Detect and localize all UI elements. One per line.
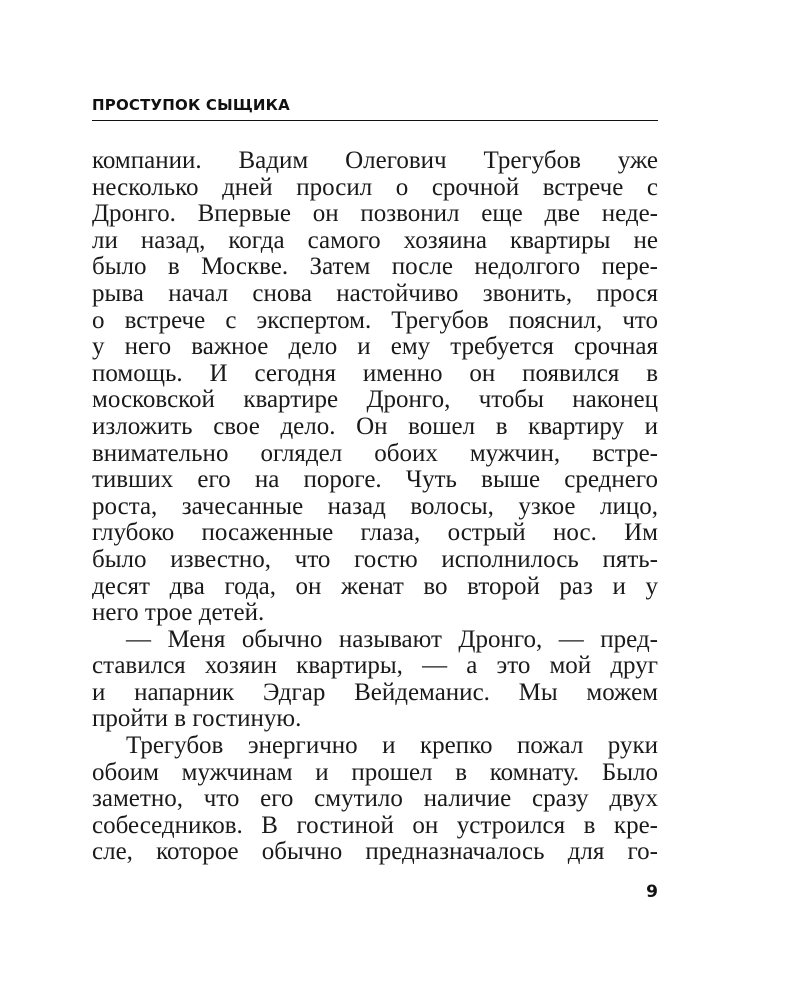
text-line: у него важное дело и ему требуется срочная [92, 333, 658, 361]
body-text [92, 148, 658, 866]
text-line: рыва начал снова настойчиво звонить, прося [92, 279, 658, 307]
text-line: ли назад, когда самого хозяина квартиры не [92, 226, 658, 254]
text-line: десят два года, он женат во второй раз и у [92, 572, 658, 600]
text-line: него трое детей. [92, 599, 265, 627]
text-line: — Меня обычно называют Дронго, — пред- [126, 625, 658, 653]
text-line: московской квартире Дронго, чтобы наконец [92, 386, 658, 414]
text-line: внимательно оглядел обоих мужчин, встре- [92, 439, 658, 467]
text-line: сле, которое обычно предназначалось для го- [92, 838, 658, 866]
paragraph-2 [92, 627, 658, 733]
running-head: ПРОСТУПОК СЫЩИКА [92, 96, 290, 114]
text-line: глубоко посаженные глаза, острый нос. Им [92, 519, 658, 547]
text-line: было известно, что гостю исполнилось пять- [92, 545, 658, 573]
text-line: помощь. И сегодня именно он появился в [92, 359, 658, 387]
text-line: пройти в гостиную. [92, 705, 302, 733]
text-line: изложить свое дело. Он вошел в квартиру и [92, 412, 658, 440]
text-line: компании. Вадим Олегович Трегубов уже [92, 147, 658, 174]
text-line: Трегубов энергично и крепко пожал руки [126, 732, 658, 760]
text-line: ставился хозяин квартиры, — а это мой друг [92, 652, 658, 680]
text-line: Дронго. Впервые он позвонил еще две неде- [92, 200, 658, 228]
page-number: 9 [646, 882, 658, 902]
text-line: заметно, что его смутило наличие сразу двух [92, 785, 658, 813]
text-line: роста, зачесанные назад волосы, узкое лицо, [92, 492, 658, 520]
text-line: и напарник Эдгар Вейдеманис. Мы можем [92, 678, 658, 706]
header-rule [92, 120, 658, 121]
text-line: собеседников. В гостиной он устроился в кре- [92, 811, 658, 839]
text-line: было в Москве. Затем после недолгого пере- [92, 253, 658, 281]
text-line: несколько дней просил о срочной встрече с [92, 173, 658, 201]
text-line: обоим мужчинам и прошел в комнату. Было [92, 758, 658, 786]
text-line: тивших его на пороге. Чуть выше среднего [92, 466, 658, 494]
paragraph-3 [92, 733, 658, 866]
paragraph-1 [92, 148, 658, 627]
text-line: о встрече с экспертом. Трегубов пояснил, что [92, 306, 658, 334]
